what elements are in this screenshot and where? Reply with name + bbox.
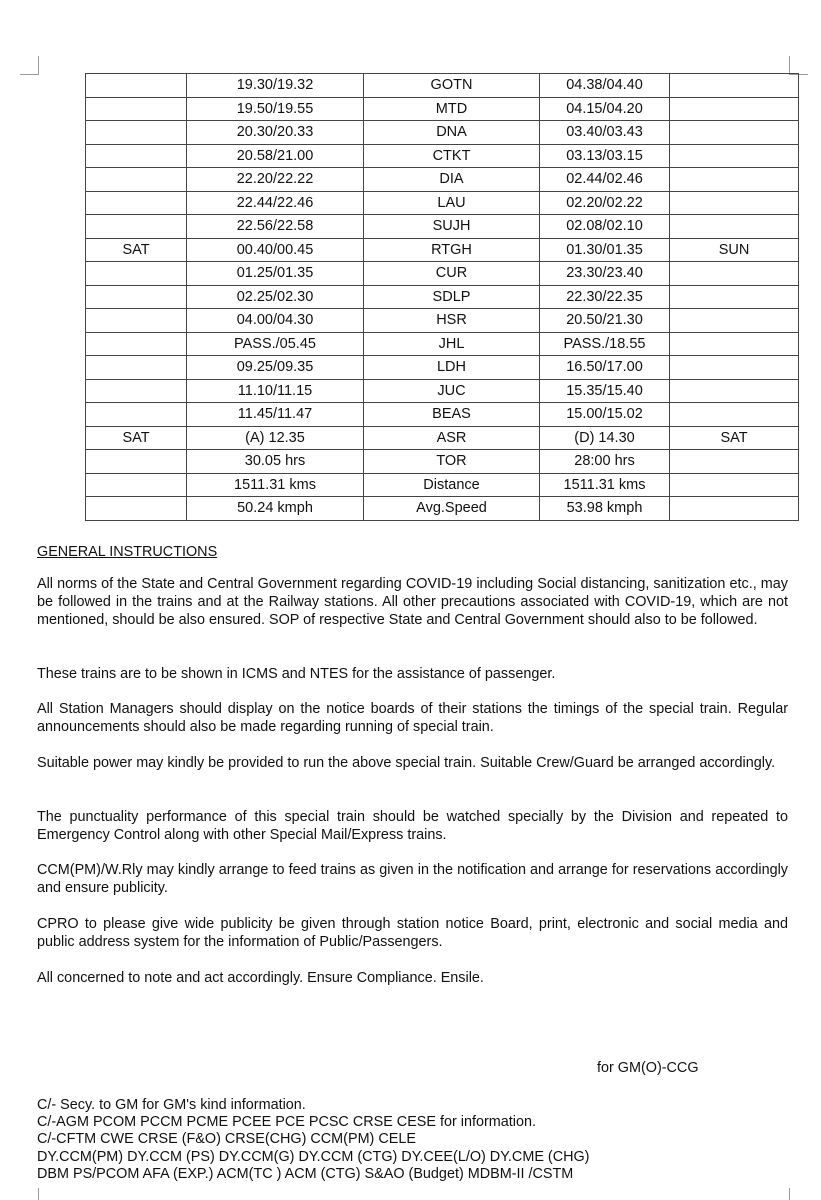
timetable-cell: 20.30/20.33 xyxy=(187,121,364,145)
timetable-cell: SAT xyxy=(86,426,187,450)
timetable-cell: MTD xyxy=(364,97,540,121)
timetable-cell xyxy=(670,262,799,286)
timetable-cell: 04.15/04.20 xyxy=(540,97,670,121)
timetable-cell xyxy=(670,168,799,192)
instructions-section xyxy=(37,543,788,644)
timetable-cell xyxy=(86,121,187,145)
copy-list xyxy=(37,1097,589,1183)
instruction-cpro-lead: CPRO xyxy=(37,916,79,933)
timetable-cell xyxy=(670,121,799,145)
timetable-cell: 28:00 hrs xyxy=(540,450,670,474)
timetable-cell xyxy=(86,168,187,192)
timetable-cell xyxy=(670,74,799,98)
timetable-cell xyxy=(670,332,799,356)
timetable-cell: RTGH xyxy=(364,238,540,262)
timetable-cell: 20.50/21.30 xyxy=(540,309,670,333)
corner-mark-bottom-left xyxy=(20,1188,39,1200)
timetable-row xyxy=(86,121,799,145)
timetable-cell: BEAS xyxy=(364,403,540,427)
timetable-cell xyxy=(86,309,187,333)
timetable-cell xyxy=(86,144,187,168)
timetable-cell xyxy=(86,332,187,356)
timetable-cell: 22.44/22.46 xyxy=(187,191,364,215)
timetable-cell: PASS./05.45 xyxy=(187,332,364,356)
timetable-row xyxy=(86,168,799,192)
copy-line: C/-AGM PCOM PCCM PCME PCEE PCE PCSC CRSE CESE for information. xyxy=(37,1114,536,1131)
timetable-cell xyxy=(86,262,187,286)
timetable-cell: 15.35/15.40 xyxy=(540,379,670,403)
timetable-cell xyxy=(670,379,799,403)
timetable-row xyxy=(86,497,799,521)
timetable-row xyxy=(86,426,799,450)
timetable-cell xyxy=(670,450,799,474)
timetable-cell: PASS./18.55 xyxy=(540,332,670,356)
timetable-cell xyxy=(86,473,187,497)
timetable-cell: 15.00/15.02 xyxy=(540,403,670,427)
timetable-cell: 04.00/04.30 xyxy=(187,309,364,333)
timetable-row xyxy=(86,191,799,215)
timetable-cell xyxy=(670,97,799,121)
timetable-cell: HSR xyxy=(364,309,540,333)
timetable-cell: 11.10/11.15 xyxy=(187,379,364,403)
timetable-cell: 03.13/03.15 xyxy=(540,144,670,168)
instruction-covid: All norms of the State and Central Government regarding COVID-19 including Social distancing, sanitization etc., may be followed in the trains and at the Railway stations. All other precautions associated with COVID-19, which are not mentioned, should be also ensured. SOP of respective State and Central Government should also to be followed. xyxy=(37,576,788,629)
timetable-cell xyxy=(86,191,187,215)
timetable-cell: 01.30/01.35 xyxy=(540,238,670,262)
timetable-cell: 30.05 hrs xyxy=(187,450,364,474)
timetable-cell: GOTN xyxy=(364,74,540,98)
timetable-cell: SDLP xyxy=(364,285,540,309)
timetable-row xyxy=(86,379,799,403)
timetable-cell xyxy=(86,450,187,474)
instruction-cpro xyxy=(37,915,788,951)
timetable-cell: SAT xyxy=(670,426,799,450)
instruction-punctuality: The punctuality performance of this special train should be watched specially by the Division and repeated to Emergency Control along with other Special Mail/Express trains. xyxy=(37,809,788,844)
copy-line: DY.CCM(PM) DY.CCM (PS) DY.CCM(G) DY.CCM (CTG) DY.CEE(L/O) DY.CME (CHG) xyxy=(37,1148,590,1165)
timetable-cell xyxy=(86,97,187,121)
copy-line: DBM PS/PCOM AFA (EXP.) ACM(TC ) ACM (CTG) S&AO (Budget) MDBM-II /CSTM xyxy=(37,1165,574,1182)
timetable-cell: 22.30/22.35 xyxy=(540,285,670,309)
timetable-cell: SUJH xyxy=(364,215,540,239)
timetable-cell: 16.50/17.00 xyxy=(540,356,670,380)
timetable-cell: (A) 12.35 xyxy=(187,426,364,450)
timetable-cell: DNA xyxy=(364,121,540,145)
corner-mark-bottom-right xyxy=(789,1188,808,1200)
timetable-cell: 19.30/19.32 xyxy=(187,74,364,98)
timetable-row xyxy=(86,473,799,497)
timetable-cell: 04.38/04.40 xyxy=(540,74,670,98)
timetable-cell: SAT xyxy=(86,238,187,262)
timetable-row xyxy=(86,97,799,121)
timetable-cell xyxy=(86,403,187,427)
timetable-cell: 19.50/19.55 xyxy=(187,97,364,121)
instruction-ccm-lead: CCM(PM)/W.Rly xyxy=(37,862,143,879)
timetable-cell xyxy=(670,403,799,427)
timetable-cell xyxy=(670,356,799,380)
timetable-cell: 22.56/22.58 xyxy=(187,215,364,239)
timetable-cell xyxy=(670,191,799,215)
timetable-cell xyxy=(86,379,187,403)
timetable-cell: SUN xyxy=(670,238,799,262)
timetable-cell xyxy=(670,144,799,168)
timetable-cell xyxy=(86,497,187,521)
copy-line: C/- Secy. to GM for GM's kind information. xyxy=(37,1097,306,1113)
timetable-cell: 23.30/23.40 xyxy=(540,262,670,286)
timetable-cell xyxy=(86,285,187,309)
timetable-cell: 53.98 kmph xyxy=(540,497,670,521)
timetable-row xyxy=(86,285,799,309)
timetable-cell xyxy=(670,473,799,497)
timetable-cell: 1511.31 kms xyxy=(187,473,364,497)
timetable-cell: 20.58/21.00 xyxy=(187,144,364,168)
timetable-cell: 03.40/03.43 xyxy=(540,121,670,145)
instruction-compliance: All concerned to note and act accordingly. Ensure Compliance. Ensile. xyxy=(37,970,484,987)
instruction-cpro-text: to please give wide publicity be given through station notice Board, print, electronic and social media and public address system for the information of Public/Passengers. xyxy=(37,916,788,951)
instruction-ccm xyxy=(37,861,788,897)
timetable-cell xyxy=(670,497,799,521)
instruction-ccm-text: may kindly arrange to feed trains as given in the notification and arrange for reservations accordingly and ensure publicity. xyxy=(37,862,788,897)
timetable-cell: DIA xyxy=(364,168,540,192)
signature: for GM(O)-CCG xyxy=(597,1060,699,1076)
timetable-row xyxy=(86,262,799,286)
timetable xyxy=(85,73,799,521)
timetable-row xyxy=(86,309,799,333)
timetable-cell: JHL xyxy=(364,332,540,356)
corner-mark-top-left xyxy=(20,56,39,75)
timetable-cell xyxy=(670,309,799,333)
timetable-cell: 01.25/01.35 xyxy=(187,262,364,286)
timetable-row xyxy=(86,238,799,262)
timetable-cell: 02.25/02.30 xyxy=(187,285,364,309)
timetable-cell: 1511.31 kms xyxy=(540,473,670,497)
timetable-cell: LAU xyxy=(364,191,540,215)
timetable-cell: LDH xyxy=(364,356,540,380)
timetable-cell: 02.44/02.46 xyxy=(540,168,670,192)
timetable-cell xyxy=(86,215,187,239)
instruction-station-managers: All Station Managers should display on the notice boards of their stations the timings of the special train. Regular announcements should also be made regarding running of special train. xyxy=(37,701,788,736)
timetable-cell xyxy=(86,356,187,380)
copy-line: C/-CFTM CWE CRSE (F&O) CRSE(CHG) CCM(PM) CELE xyxy=(37,1131,416,1148)
timetable-cell: 11.45/11.47 xyxy=(187,403,364,427)
timetable-cell: 00.40/00.45 xyxy=(187,238,364,262)
instruction-power: Suitable power may kindly be provided to run the above special train. Suitable Crew/Guard be arranged accordingly. xyxy=(37,755,776,772)
timetable-row xyxy=(86,144,799,168)
timetable-row xyxy=(86,74,799,98)
timetable-cell: CUR xyxy=(364,262,540,286)
timetable-cell: JUC xyxy=(364,379,540,403)
timetable-row xyxy=(86,450,799,474)
timetable-row xyxy=(86,356,799,380)
timetable-cell xyxy=(670,215,799,239)
timetable-cell xyxy=(670,285,799,309)
timetable-cell: 02.20/02.22 xyxy=(540,191,670,215)
timetable-cell: ASR xyxy=(364,426,540,450)
timetable-body xyxy=(86,74,799,521)
timetable-row xyxy=(86,332,799,356)
timetable-cell xyxy=(86,74,187,98)
timetable-cell: 09.25/09.35 xyxy=(187,356,364,380)
timetable-cell: CTKT xyxy=(364,144,540,168)
instructions-heading: GENERAL INSTRUCTIONS xyxy=(37,544,218,560)
timetable-cell: TOR xyxy=(364,450,540,474)
timetable-cell: Distance xyxy=(364,473,540,497)
timetable-cell: Avg.Speed xyxy=(364,497,540,521)
timetable-row xyxy=(86,215,799,239)
timetable-cell: (D) 14.30 xyxy=(540,426,670,450)
timetable-row xyxy=(86,403,799,427)
timetable-cell: 50.24 kmph xyxy=(187,497,364,521)
timetable-cell: 22.20/22.22 xyxy=(187,168,364,192)
timetable-cell: 02.08/02.10 xyxy=(540,215,670,239)
instruction-icms: These trains are to be shown in ICMS and NTES for the assistance of passenger. xyxy=(37,666,556,683)
